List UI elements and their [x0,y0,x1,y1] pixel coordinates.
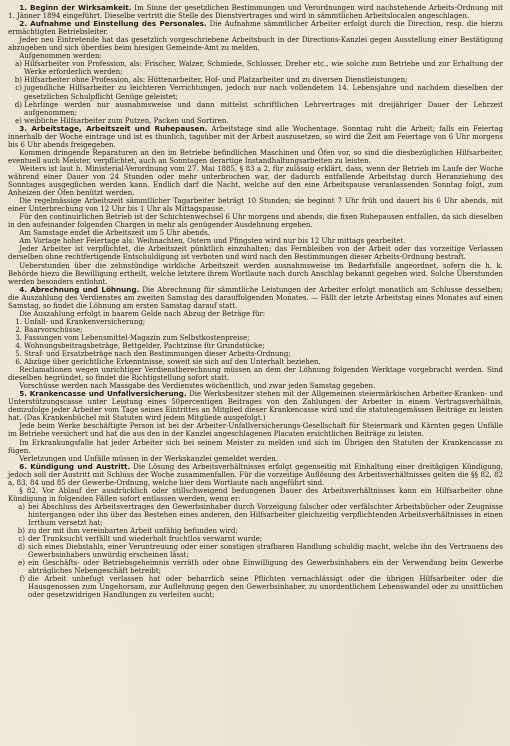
paragraph-text: Für den continuirlichen Betrieb ist der Schichtenwechsel 6 Uhr morgens und abends; die fixen Ruhepausen entfallen, da sich dieselben in den aufeinander folgenden Chargen in mehr als genügender Ausdehnung ergeben. [8,213,503,230]
list-marker: b) [17,527,25,536]
paragraph [8,487,503,503]
section-heading: 5. Krankencasse und Unfallversicherung. [19,389,187,399]
paragraph-text: der Trunksucht verfällt und wiederholt fruchtlos verwarnt wurde; [28,535,263,544]
section-heading-paragraph [8,4,503,20]
paragraph-text: Ueberstunden über die zehnstündige wirkliche Arbeitszeit werden ausnahmsweise im Bedarfsfalle angeordnet, sofern die h. k. Behörde hiezu die Bewilligung ertheilt, welche letztere ihrem Wortlaute nach durch Anschlag bekannt gegeben wird. Solche Überstunden werden besonders entlohnt. [8,261,503,286]
list-marker: f) [19,575,25,584]
list-item [8,342,503,350]
paragraph-text: Die Auszahlung erfolgt in baarem Gelde nach Abzug der Beträge für: [19,309,266,318]
list-marker: e) [18,559,25,568]
list-item [8,350,503,358]
paragraph-text: Jeder Arbeiter ist verpflichtet, die Arbeitszeit pünktlich einzuhalten; das Fernbleiben von der Arbeit oder das vorzeitige Verlassen derselben ohne rechtfertigende Entschuldigung ist verboten und wird nach den Bestimmungen dieser Arbeits-Ordnung bestraft. [8,245,503,262]
section-5 [8,463,503,600]
paragraph [8,36,503,52]
paragraph-text: sich eines Diebstahls, einer Veruntreuung oder einer sonstigen strafbaren Handlung schuldig macht, welche ihn des Vertrauens des Gewerbsinhabers unwürdig erscheinen lässt; [28,543,503,560]
list-item [8,117,503,125]
paragraph-text: Weiters ist laut h. Ministerial-Verordnung vom 27. Mai 1885, § 83 a 2, für zulässig erklärt, dass, wenn der Betrieb im Laufe der Woche während einer Dauer von 24 Stunden oder mehr unterbrochen war, der dadurch entfallende Arbeitstag durch Heranziehung des Sonntages ausgeglichen werden kann. Endlich darf die Nacht, welche auf den eine Arbeitspause veranlassenden Sonntag folgt, zum Anheizen der Öfen benützt werden. [8,164,503,198]
paragraph-text: Aufgenommen werden: [19,52,102,61]
section-heading-paragraph [8,463,503,487]
paragraph-text: Unfall- und Krankenversicherung; [24,317,146,326]
paragraph-text: bei Abschluss des Arbeitsvertrages den Gewerbsinhaber durch Vorzeigung falscher oder verfälschter Arbeitsbücher oder Zeugnisse hintergangen oder ihn über das Bestehen eines anderen, den Hilfsarbeiter gleichzeitig verpflichtenden Arbeitsverhältnisses in einen Irrthum versetzt hat; [28,502,503,527]
section-heading-paragraph [8,390,503,422]
list-marker: 4. [15,341,22,350]
list-item [8,76,503,84]
paragraph-text: weibliche Hilfsarbeiter zum Putzen, Packen und Sortiren. [24,116,229,125]
paragraph-text: Fassungen vom Lebensmittel-Magazin zum Selbstkostenpreise; [24,333,250,342]
paragraph [8,197,503,213]
paragraph-text: Baarvorschüsse; [24,325,83,334]
paragraph [8,229,503,237]
section-1 [8,4,503,125]
list-marker: 3. [15,333,22,342]
list-item [8,84,503,100]
paragraph [8,366,503,382]
paragraph [8,262,503,286]
list-marker: 6. [15,358,22,367]
paragraph-text: Vorschüsse werden nach Massgabe des Verdienstes wöchentlich, und zwar jeden Samstag gegeben. [19,382,376,391]
list-item [8,326,503,334]
paragraph-text: Verletzungen und Unfälle müssen in der Werkskanzlei gemeldet werden. [19,454,279,463]
section-heading: 2. Aufnahme und Einstellung des Personales. [19,19,207,29]
list-item [8,358,503,366]
list-marker: 2. [15,325,22,334]
paragraph-text: Jede beim Werke beschäftigte Person ist bei der Arbeiter-Unfallversicherungs-Gesellschaft für Steiermark und Kärnten gegen Unfälle im Betriebe versichert und hat die aus den in der Kanzlei angeschlagenen Placaten ersichtlichen Beiträge zu leisten. [8,422,503,439]
paragraph-text: jugendliche Hilfsarbeiter zu leichteren Verrichtungen, jedoch nur nach vollendetem 14. Lebensjahre und nachdem dieselben der gesetzlichen Schulpflicht Genüge geleistet; [24,84,503,101]
list-marker: b) [14,76,22,85]
section-heading-paragraph [8,286,503,310]
section-heading-paragraph [8,20,503,36]
list-marker: e) [15,116,22,125]
list-item [8,543,503,559]
list-marker: c) [15,84,22,93]
paragraph-text: Die regelmässige Arbeitszeit sämmtlicher Tagarbeiter beträgt 10 Stunden; sie beginnt 7 Uhr früh und dauert bis 6 Uhr abends, mit einer Unterbrechung von 12 Uhr bis 1 Uhr als Mittagspause. [8,197,503,214]
list-item [8,575,503,599]
paragraph [8,165,503,197]
paragraph-text: Die Abrechnung für sämmtliche Leistungen der Arbeiter erfolgt monatlich am Schlusse desselben; die Auszahlung des Verdienstes am zweiten Samstag des darauffolgenden Monates. — Fällt der letzte Arbeitstag eines Monates auf einen Samstag, so findet die Löhnung am ersten Samstag darauf statt. [8,285,503,310]
list-marker: c) [18,535,25,544]
list-item [8,503,503,527]
paragraph [8,237,503,245]
paragraph-text: Straf- und Ersatzbeträge nach den Bestimmungen dieser Arbeits-Ordnung; [24,350,291,359]
list-item [8,101,503,117]
list-marker: 1. [15,317,22,326]
paragraph-text: Im Erkrankungsfalle hat jeder Arbeiter sich bei seinem Meister zu melden und sich im Übrigen den Statuten der Krankencasse zu fügen. [8,438,503,455]
paragraph-text: Am Vortage hoher Feiertage als: Weihnachten, Ostern und Pfingsten wird nur bis 12 Uhr mittags gearbeitet. [19,237,406,246]
list-item [8,559,503,575]
paragraph-text: Die Aufnahme sämmtlicher Arbeiter erfolgt durch die Direction, resp. die hierzu ermächtigten Betriebsleiter. [8,20,504,37]
paragraph-text: Jeder neu Eintretende hat das gesetzlich vorgeschriebene Arbeitsbuch in der Directions-Kanzlei gegen Ausstellung einer Bestätigung abzugeben und sich überdies beim hiesigen Gemeinde-Amt zu melden. [8,36,503,53]
list-marker: a) [18,502,25,511]
paragraph [8,439,503,455]
paragraph [8,245,503,261]
paragraph-text: § 82. Vor Ablauf der ausdrücklich oder stillschweigend bedungenen Dauer des Arbeitsverhältnisses kann ein Hilfsarbeiter ohne Kündigung in folgenden Fällen sofort entlassen werden, wenn er: [8,486,503,503]
paragraph-text: Am Samstage endet die Arbeitszeit um 5 Uhr abends. [19,229,210,238]
list-item [8,334,503,342]
paragraph-text: Reclamationen wegen unrichtiger Verdienstberechnung müssen an dem der Löhnung folgenden Werktage vorgebracht werden. Sind dieselben begründet, so findet die Richtigstellung sofort statt. [8,366,503,383]
paragraph-text: Wohnungsbeitragsbeträge, Bettgelder, Pachtzinse für Grundstücke; [24,341,265,350]
paragraph-text: Lehrlinge werden nur ausnahmsweise und dann mittelst schriftlichen Lehrvertrages mit dreijähriger Dauer der Lehrzeit aufgenommen; [24,100,503,117]
section-heading: 1. Beginn der Wirksamkeit. [19,3,132,12]
paragraph-text: die Arbeit unbefugt verlassen hat oder beharrlich seine Pflichten vernachlässigt oder die übrigen Hilfsarbeiter oder die Hausgenossen zum Ungehorsam, zur Auflehnung gegen den Gewerbsinhaber, zu unordentlichem Lebenswandel oder zu unsittlichen oder gesetzwidrigen Handlungen zu verleiten sucht; [28,575,503,600]
section-heading: 4. Abrechnung und Löhnung. [19,284,140,294]
paragraph-text: zu der mit ihm vereinbarten Arbeit unfähig befunden wird; [28,527,238,536]
paragraph-text: Die Werksbesitzer stehen mit der Allgemeinen steiermärkischen Arbeiter-Kranken- und Unterstützungscasse unter Leistung eines 50percentigen Beitrages von den Zahlungen der Arbeiter in einem Vertragsverhältnis, demzufolge jeder Arbeiter vom Tage seines Eintrittes an Mitglied dieser Krankencasse wird und die statutengemässen Beiträge zu leisten hat. (Das Krankenbüchel mit Statuten wird jedem Mitgliede ausgefolgt.) [8,390,504,423]
paragraph-text: ein Geschäfts- oder Betriebsgeheimnis verräth oder ohne Einwilligung des Gewerbsinhabers ein der Verwendung beim Gewerbe abträgliches Nebengeschäft betreibt; [28,559,503,576]
paragraph-text: Kommen dringende Reparaturen an den im Betriebe befindlichen Maschinen und Öfen vor, so sind die diesbezüglichen Hilfsarbeiter, eventuell auch Meister, verpflichtet, auch an Sonntagen derartige Instandhaltungsarbeiten zu leisten. [8,148,503,165]
paragraph [8,310,503,318]
section-heading-paragraph [8,125,503,149]
section-4 [8,390,503,462]
paragraph-text: Arbeitstage sind alle Wochentage. Sonntag ruht die Arbeit; falls ein Feiertag innerhalb der Woche eintrage und ist es thunlich, tagsüber mit der Arbeit auszusetzen, so wird die Zeit am Feiertage von 6 Uhr morgens bis 6 Uhr abends freigegeben. [8,124,503,149]
list-item [8,527,503,535]
arbeitsordnung-text [8,4,503,599]
list-marker: d) [14,100,22,109]
list-marker: 5. [15,350,22,359]
list-item [8,318,503,326]
paragraph-text: Im Sinne der gesetzlichen Bestimmungen und Verordnungen wird nachstehende Arbeits-Ordnung mit 1. Jänner 1894 eingeführt. Dieselbe vertritt die Stelle des Dienstvertrages und wird in sämmtlichen Arbeitslocalen angeschlagen. [8,4,503,21]
paragraph [8,149,503,165]
section-heading: 6. Kündigung und Austritt. [19,461,131,471]
list-marker: d) [17,543,25,552]
list-item [8,535,503,543]
paragraph-text: Die Lösung des Arbeitsverhältnisses erfolgt gegenseitig mit Einhaltung einer dreitägigen Kündigung, jedoch soll der Austritt mit Schluss der Woche zusammenfallen. Für die vorzeitige Auflösung des Arbeitsverhältnisses gelten die §§ 82, 82 a, 83, 84 und 85 der Gewerbe-Ordnung, welche hier dem Wortlaute nach angeführt sind. [8,462,503,487]
section-3 [8,286,503,391]
section-heading: 3. Arbeitstage, Arbeitszeit und Ruhepausen. [19,123,208,133]
paragraph-text: Hilfsarbeiter von Profession, als: Frischer, Walzer, Schmiede, Schlosser, Dreher etc., wie solche zum Betriebe und zur Erhaltung der Werke erforderlich werden; [24,60,503,77]
list-marker: a) [15,60,22,69]
paragraph [8,52,503,60]
paragraph [8,422,503,438]
section-2 [8,125,503,286]
list-item [8,60,503,76]
paragraph-text: Hilfsarbeiter ohne Profession, als: Hüttenarbeiter, Hof- und Platzarbeiter und zu diversen Dienstleistungen; [24,76,408,85]
paragraph-text: Abzüge über gerichtliche Erkenntnisse, soweit sie sich auf den Unterhalt beziehen. [24,358,321,367]
paragraph [8,213,503,229]
